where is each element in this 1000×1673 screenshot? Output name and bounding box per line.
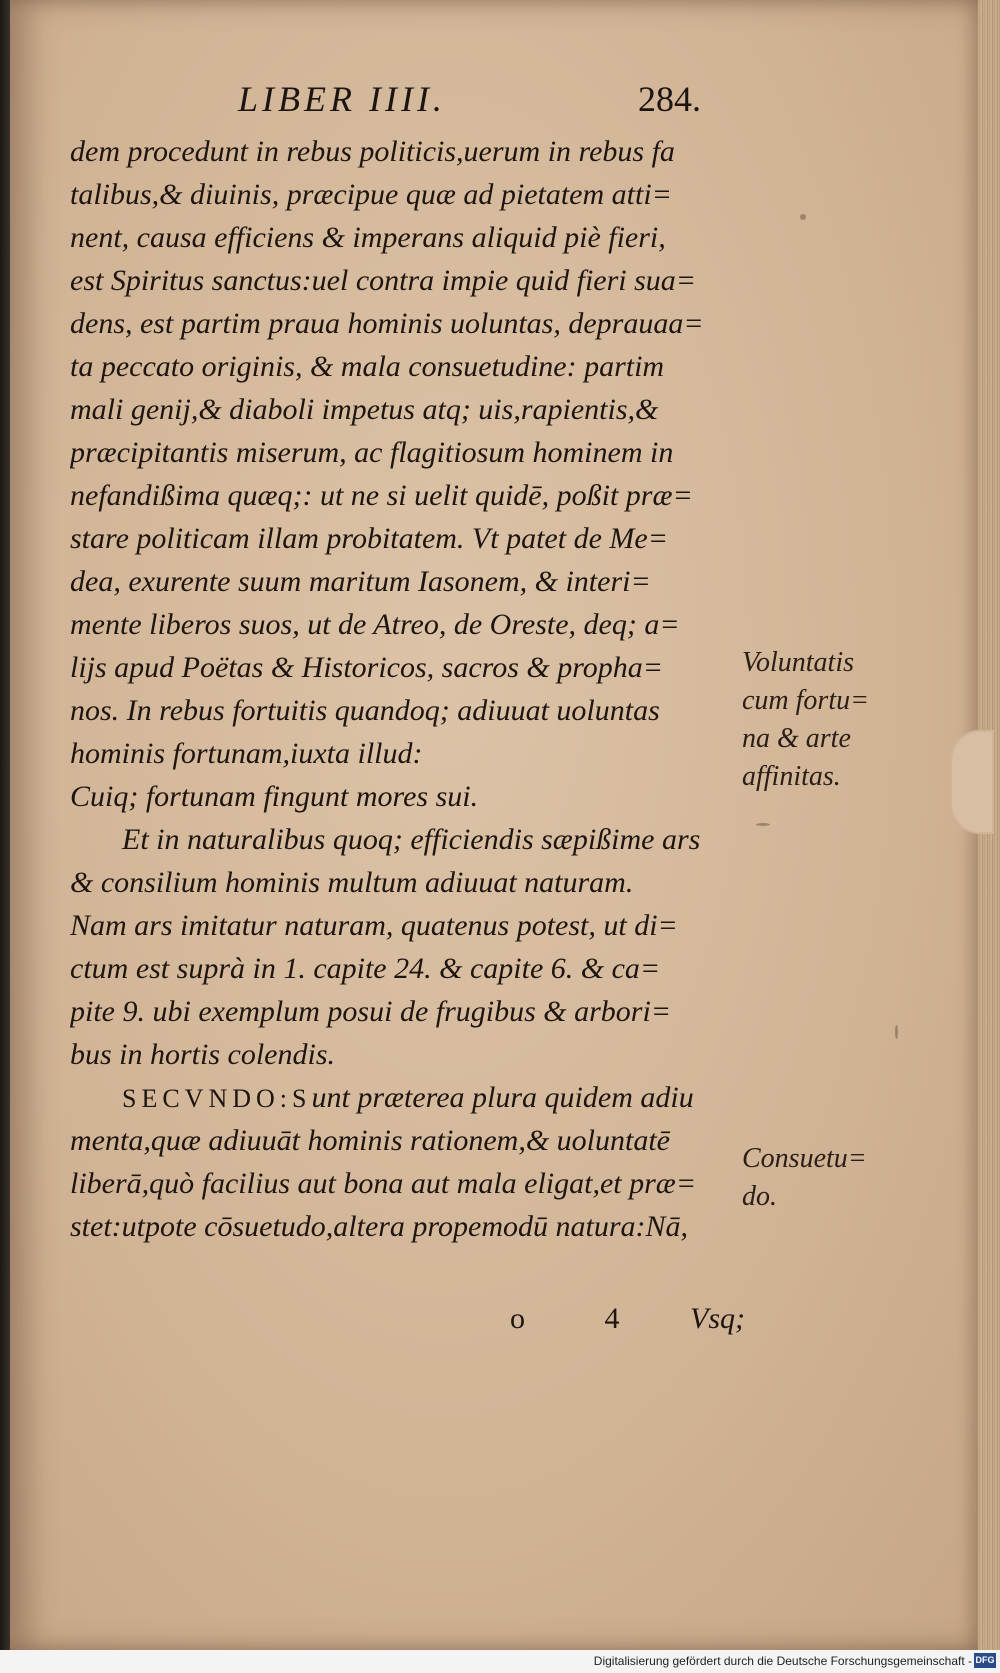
text-line: mente liberos suos, ut de Atreo, de Oreste, deq; a= bbox=[70, 608, 680, 641]
text-line: & consilium hominis multum adiuuat naturam. bbox=[70, 866, 634, 899]
signature-mark: o 4 bbox=[510, 1302, 656, 1335]
book-spine-edge bbox=[0, 0, 10, 1650]
text-line: dea, exurente suum maritum Iasonem, & interi= bbox=[70, 565, 651, 598]
marginal-note-consuetudo bbox=[742, 1140, 942, 1216]
text-line-secundo bbox=[70, 1076, 730, 1119]
secundo-label: SECVNDO:S bbox=[122, 1084, 312, 1113]
marginal-line: do. bbox=[742, 1181, 777, 1212]
text-line: hominis fortunam,iuxta illud: bbox=[70, 737, 423, 770]
text-line: est Spiritus sanctus:uel contra impie quid fieri sua= bbox=[70, 264, 697, 297]
text-line-rest: unt præterea plura quidem adiu bbox=[311, 1081, 694, 1114]
page-header bbox=[10, 78, 978, 118]
text-line: dem procedunt in rebus politicis,uerum in rebus fa bbox=[70, 135, 675, 168]
text-line: stet:utpote cōsuetudo,altera propemodū natura:Nā, bbox=[70, 1210, 688, 1243]
book-page bbox=[10, 0, 978, 1650]
marginal-line: cum fortu= bbox=[742, 685, 869, 716]
text-line: pite 9. ubi exemplum posui de frugibus & arbori= bbox=[70, 995, 672, 1028]
page-number: 284. bbox=[638, 79, 701, 119]
marginal-note-voluntatis bbox=[742, 644, 942, 796]
catchword: Vsq; bbox=[690, 1302, 745, 1335]
text-line: menta,quæ adiuuāt hominis rationem,& uoluntatē bbox=[70, 1124, 670, 1157]
text-line: Cuiq; fortunam fingunt mores sui. bbox=[70, 780, 479, 813]
marginal-line: Voluntatis bbox=[742, 647, 855, 678]
text-line: nefandißima quæq;: ut ne si uelit quidē, poßit præ= bbox=[70, 479, 693, 512]
text-line: liberā,quò facilius aut bona aut mala eligat,et præ= bbox=[70, 1167, 697, 1200]
text-line: præcipitantis miserum, ac flagitiosum hominem in bbox=[70, 436, 674, 469]
text-line: stare politicam illam probitatem. Vt patet de Me= bbox=[70, 522, 668, 555]
text-line: dens, est partim praua hominis uoluntas, deprauaa= bbox=[70, 307, 704, 340]
text-line: talibus,& diuinis, præcipue quæ ad pietatem atti= bbox=[70, 178, 672, 211]
text-line: Et in naturalibus quoq; efficiendis sæpißime ars bbox=[122, 823, 701, 856]
text-line: bus in hortis colendis. bbox=[70, 1038, 336, 1071]
text-line: lijs apud Poëtas & Historicos, sacros & propha= bbox=[70, 651, 664, 684]
running-head: LIBER IIII. bbox=[238, 79, 446, 119]
text-line: mali genij,& diaboli impetus atq; uis,rapientis,& bbox=[70, 393, 659, 426]
text-line: nos. In rebus fortuitis quandoq; adiuuat uoluntas bbox=[70, 694, 660, 727]
ink-speck bbox=[800, 214, 806, 220]
text-line: nent, causa efficiens & imperans aliquid piè fieri, bbox=[70, 221, 666, 254]
text-line: ctum est suprà in 1. capite 24. & capite 6. & ca= bbox=[70, 952, 661, 985]
text-line: ta peccato originis, & mala consuetudine: partim bbox=[70, 350, 665, 383]
page-tab-mark bbox=[950, 730, 994, 834]
main-text bbox=[70, 130, 730, 1248]
ink-speck bbox=[756, 823, 770, 826]
marginal-line: na & arte bbox=[742, 723, 851, 754]
marginal-line: Consuetu= bbox=[742, 1143, 867, 1174]
digitization-footer bbox=[0, 1650, 1000, 1673]
footer-credit: Digitalisierung gefördert durch die Deutsche Forschungsgemeinschaft - bbox=[593, 1654, 972, 1668]
text-line: Nam ars imitatur naturam, quatenus potest, ut di= bbox=[70, 909, 678, 942]
dfg-logo-icon: DFG bbox=[974, 1653, 996, 1668]
ink-speck bbox=[895, 1025, 898, 1039]
marginal-line: affinitas. bbox=[742, 761, 841, 792]
